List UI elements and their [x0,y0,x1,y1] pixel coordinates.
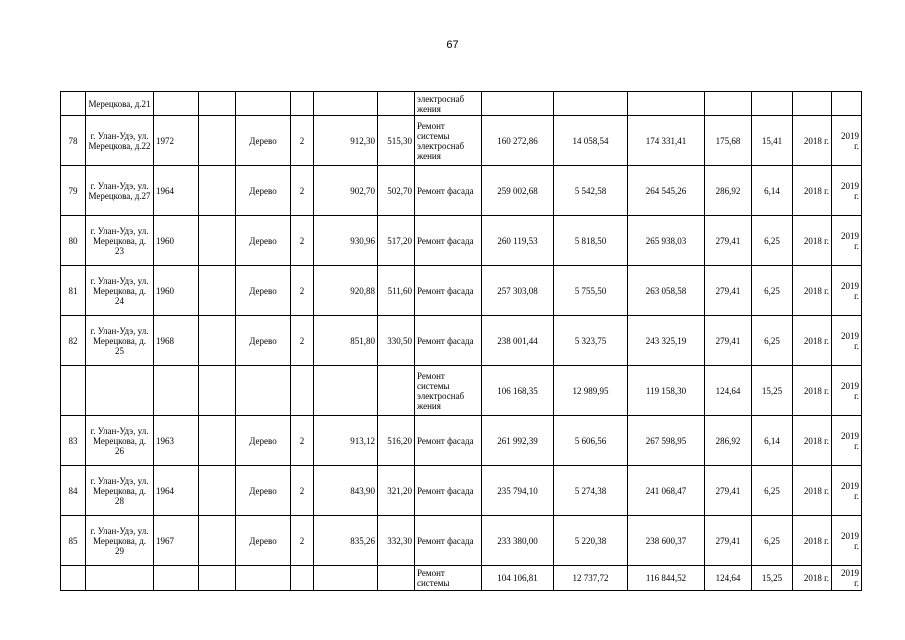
cell-unit-cost: 279,41 [705,316,752,366]
cell-unit-cost: 279,41 [705,516,752,566]
cell-year-end: 2019 г. [832,166,862,216]
cell-area-total: 902,70 [314,166,378,216]
cell-build-year: 1967 [154,516,199,566]
cell-percent: 6,25 [752,316,793,366]
cell-wall-material [236,366,291,416]
cell-cost: 238 001,44 [482,316,554,366]
cell-percent: 6,14 [752,416,793,466]
cell-floors: 2 [291,266,314,316]
cell-row-number: 80 [61,216,86,266]
table-row [61,366,862,416]
cell-work-type: Ремонт фасада [415,216,482,266]
cell-percent: 15,41 [752,116,793,166]
cell-wall-material: Дерево [236,216,291,266]
cell-empty-cell [199,266,236,316]
table-row [61,316,862,366]
cell-floors: 2 [291,166,314,216]
cell-address: г. Улан-Удэ, ул. Мерецкова, д. 23 [86,216,154,266]
cell-area-total: 913,12 [314,416,378,466]
cell-year-end: 2019 г. [832,266,862,316]
cell-work-type: электроснаб жения [415,92,482,116]
table-row [61,566,862,591]
cell-area-living: 515,30 [378,116,415,166]
cell-address: Мерецкова, д.21 [86,92,154,116]
table-row [61,116,862,166]
cell-area-total: 843,90 [314,466,378,516]
cell-area-total [314,92,378,116]
cell-empty-cell [199,166,236,216]
cell-work-type: Ремонт фасада [415,266,482,316]
cell-address: г. Улан-Удэ, ул. Мерецкова, д. 26 [86,416,154,466]
cell-build-year: 1972 [154,116,199,166]
cell-unit-cost: 286,92 [705,166,752,216]
cell-build-year [154,566,199,591]
cell-wall-material: Дерево [236,116,291,166]
cell-year-end: 2019 г. [832,566,862,591]
table-row [61,466,862,516]
cell-wall-material: Дерево [236,416,291,466]
cell-area-living: 511,60 [378,266,415,316]
cell-cost-additional: 12 737,72 [554,566,628,591]
cell-year-start: 2018 г. [793,366,832,416]
cell-build-year: 1968 [154,316,199,366]
cell-year-start: 2018 г. [793,166,832,216]
cell-address: г. Улан-Удэ, ул. Мерецкова, д. 28 [86,466,154,516]
cell-total-cost: 238 600,37 [628,516,705,566]
cell-cost: 233 380,00 [482,516,554,566]
cell-percent: 15,25 [752,366,793,416]
cell-build-year: 1964 [154,166,199,216]
cell-percent: 6,25 [752,516,793,566]
cell-work-type: Ремонт фасада [415,516,482,566]
cell-year-start: 2018 г. [793,566,832,591]
cell-row-number: 78 [61,116,86,166]
table-row [61,166,862,216]
cell-percent: 6,25 [752,216,793,266]
cell-unit-cost: 124,64 [705,566,752,591]
cell-unit-cost: 175,68 [705,116,752,166]
cell-year-end: 2019 г. [832,366,862,416]
cell-work-type: Ремонт системы электроснаб жения [415,366,482,416]
page-number: 67 [446,39,459,51]
cell-area-living: 502,70 [378,166,415,216]
cell-address [86,566,154,591]
cell-work-type: Ремонт фасада [415,466,482,516]
cell-build-year: 1960 [154,266,199,316]
cell-cost-additional: 5 323,75 [554,316,628,366]
cell-empty-cell [199,92,236,116]
cell-row-number: 83 [61,416,86,466]
cell-wall-material: Дерево [236,166,291,216]
cell-cost-additional: 5 274,38 [554,466,628,516]
cell-cost-additional: 12 989,95 [554,366,628,416]
cell-cost-additional [554,92,628,116]
cell-total-cost [628,92,705,116]
cell-area-total: 851,80 [314,316,378,366]
cell-unit-cost: 279,41 [705,216,752,266]
cell-area-living: 516,20 [378,416,415,466]
cell-work-type: Ремонт фасада [415,316,482,366]
cell-year-end [832,92,862,116]
cell-floors [291,92,314,116]
cell-floors: 2 [291,516,314,566]
cell-area-living: 321,20 [378,466,415,516]
cell-cost-additional: 5 606,56 [554,416,628,466]
cell-row-number [61,566,86,591]
table-row [61,216,862,266]
cell-unit-cost [705,92,752,116]
cell-year-start [793,92,832,116]
cell-cost: 104 106,81 [482,566,554,591]
cell-row-number: 85 [61,516,86,566]
cell-cost-additional: 5 755,50 [554,266,628,316]
cell-cost: 235 794,10 [482,466,554,516]
cell-row-number [61,366,86,416]
cell-address: г. Улан-Удэ, ул. Мерецкова, д. 24 [86,266,154,316]
cell-floors: 2 [291,466,314,516]
cell-address: г. Улан-Удэ, ул. Мерецкова, д.22 [86,116,154,166]
cell-year-end: 2019 г. [832,116,862,166]
cell-row-number: 84 [61,466,86,516]
cell-year-start: 2018 г. [793,266,832,316]
cell-empty-cell [199,416,236,466]
cell-wall-material [236,566,291,591]
cell-total-cost: 263 058,58 [628,266,705,316]
cell-cost-additional: 5 542,58 [554,166,628,216]
cell-total-cost: 264 545,26 [628,166,705,216]
cell-area-living [378,366,415,416]
cell-year-end: 2019 г. [832,416,862,466]
cell-build-year [154,366,199,416]
cell-year-start: 2018 г. [793,216,832,266]
cell-total-cost: 116 844,52 [628,566,705,591]
cell-area-living: 332,30 [378,516,415,566]
cell-address: г. Улан-Удэ, ул. Мерецкова, д.27 [86,166,154,216]
cell-cost: 106 168,35 [482,366,554,416]
cell-cost-additional: 5 818,50 [554,216,628,266]
cell-wall-material: Дерево [236,266,291,316]
cell-row-number: 79 [61,166,86,216]
cell-cost: 261 992,39 [482,416,554,466]
cell-year-end: 2019 г. [832,316,862,366]
cell-year-end: 2019 г. [832,466,862,516]
cell-build-year: 1960 [154,216,199,266]
cell-wall-material: Дерево [236,516,291,566]
cell-wall-material [236,92,291,116]
cell-total-cost: 265 938,03 [628,216,705,266]
cell-empty-cell [199,516,236,566]
cell-cost: 260 119,53 [482,216,554,266]
cell-unit-cost: 124,64 [705,366,752,416]
cell-empty-cell [199,466,236,516]
cell-year-end: 2019 г. [832,216,862,266]
cell-area-total [314,366,378,416]
cell-floors: 2 [291,416,314,466]
cell-percent [752,92,793,116]
cell-total-cost: 243 325,19 [628,316,705,366]
cell-build-year [154,92,199,116]
cell-area-living: 517,20 [378,216,415,266]
table-row [61,266,862,316]
cell-total-cost: 174 331,41 [628,116,705,166]
cell-floors: 2 [291,316,314,366]
cell-area-total: 912,30 [314,116,378,166]
cell-floors [291,366,314,416]
cell-cost: 257 303,08 [482,266,554,316]
cell-wall-material: Дерево [236,466,291,516]
cell-year-start: 2018 г. [793,416,832,466]
cell-empty-cell [199,566,236,591]
cell-cost: 160 272,86 [482,116,554,166]
table-row [61,92,862,116]
cell-area-living: 330,50 [378,316,415,366]
cell-area-total: 930,96 [314,216,378,266]
cell-empty-cell [199,116,236,166]
cell-area-total: 835,26 [314,516,378,566]
cell-work-type: Ремонт фасада [415,416,482,466]
cell-work-type: Ремонт системы [415,566,482,591]
cell-address: г. Улан-Удэ, ул. Мерецкова, д. 25 [86,316,154,366]
cell-empty-cell [199,316,236,366]
cell-work-type: Ремонт фасада [415,166,482,216]
table-row [61,416,862,466]
cell-year-end: 2019 г. [832,516,862,566]
cell-work-type: Ремонт системы электроснаб жения [415,116,482,166]
table-row [61,516,862,566]
cell-wall-material: Дерево [236,316,291,366]
cell-area-total: 920,88 [314,266,378,316]
cell-row-number: 82 [61,316,86,366]
cell-cost-additional: 5 220,38 [554,516,628,566]
cell-empty-cell [199,366,236,416]
cell-area-living [378,92,415,116]
cell-total-cost: 241 068,47 [628,466,705,516]
cell-percent: 6,14 [752,166,793,216]
cell-year-start: 2018 г. [793,116,832,166]
cell-build-year: 1963 [154,416,199,466]
cell-row-number: 81 [61,266,86,316]
cell-address [86,366,154,416]
cell-unit-cost: 279,41 [705,466,752,516]
cell-floors: 2 [291,216,314,266]
cell-percent: 15,25 [752,566,793,591]
cell-total-cost: 119 158,30 [628,366,705,416]
cell-floors [291,566,314,591]
cell-address: г. Улан-Удэ, ул. Мерецкова, д. 29 [86,516,154,566]
cell-total-cost: 267 598,95 [628,416,705,466]
cell-area-total [314,566,378,591]
cell-year-start: 2018 г. [793,516,832,566]
cell-unit-cost: 279,41 [705,266,752,316]
cell-empty-cell [199,216,236,266]
cell-percent: 6,25 [752,266,793,316]
cell-floors: 2 [291,116,314,166]
cell-year-start: 2018 г. [793,316,832,366]
cell-percent: 6,25 [752,466,793,516]
cell-unit-cost: 286,92 [705,416,752,466]
cell-cost [482,92,554,116]
cell-area-living [378,566,415,591]
cell-year-start: 2018 г. [793,466,832,516]
cell-cost: 259 002,68 [482,166,554,216]
cell-cost-additional: 14 058,54 [554,116,628,166]
cell-row-number [61,92,86,116]
cell-build-year: 1964 [154,466,199,516]
capital-repair-table [60,91,862,591]
